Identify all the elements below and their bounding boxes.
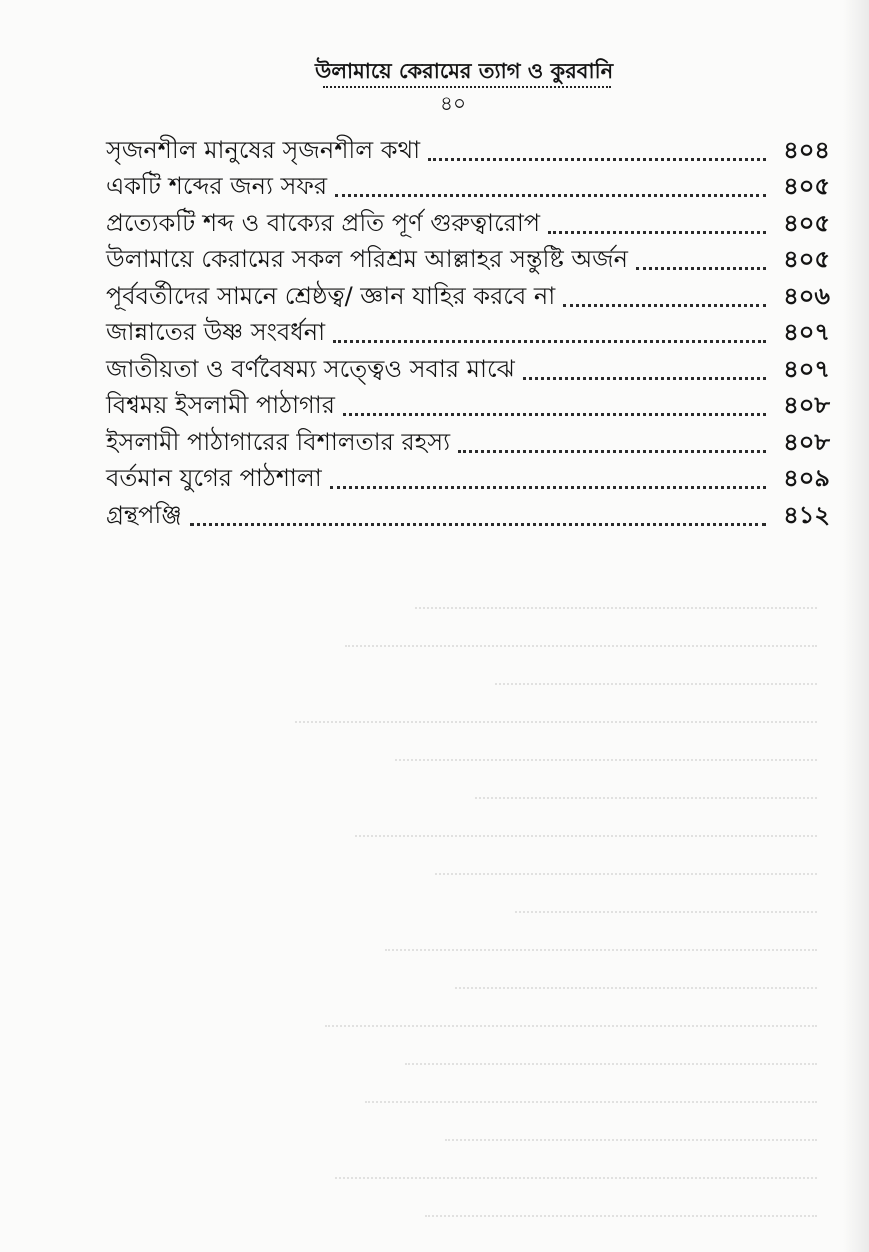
- toc-entry-title: বিশ্বময় ইসলামী পাঠাগার: [106, 391, 335, 419]
- toc-entry: [106, 203, 830, 240]
- toc-dot-leader: [428, 140, 766, 161]
- toc-entry-title: ইসলামী পাঠাগারের বিশালতার রহস্য: [106, 427, 451, 456]
- toc-entry: [106, 459, 830, 496]
- toc-dot-leader: [458, 432, 766, 453]
- toc-entry: [106, 167, 830, 204]
- toc-entry: [106, 349, 830, 386]
- toc-entry-title: একটি শব্দের জন্য সফর: [106, 172, 328, 200]
- toc-entry-page: ৪০৮: [783, 391, 830, 419]
- toc-entry-title: প্রত্যেকটি শব্দ ও বাক্যের প্রতি পূর্ণ গুরুত্বারোপ: [106, 208, 541, 237]
- toc-entry-page: ৪০৪: [783, 135, 830, 164]
- toc-entry: [106, 276, 830, 313]
- toc-dot-leader: [190, 505, 766, 526]
- toc-entry-title: পূর্ববর্তীদের সামনে শ্রেষ্ঠত্ব/ জ্ঞান যাহির করবে না: [106, 281, 556, 310]
- toc-entry: [106, 240, 830, 277]
- toc-entry-page: ৪০৫: [783, 172, 830, 200]
- toc-dot-leader: [548, 213, 766, 234]
- toc-dot-leader: [333, 322, 766, 343]
- toc-entry-page: ৪০৯: [783, 464, 830, 492]
- toc-entry-title: জাতীয়তা ও বর্ণবৈষম্য সত্ত্বেও সবার মাঝে: [106, 354, 515, 383]
- toc-entry-page: ৪০৫: [783, 208, 830, 237]
- running-head-book-title: উলামায়ে কেরামের ত্যাগ ও কুরবানি: [315, 59, 614, 83]
- toc-entry-page: ৪০৭: [783, 318, 830, 346]
- table-of-contents: [106, 130, 830, 532]
- toc-entry-title: গ্রন্থপঞ্জি: [106, 500, 182, 529]
- toc-entry-page: ৪০৮: [783, 427, 830, 456]
- toc-entry-title: সৃজনশীল মানুষের সৃজনশীল কথা: [106, 135, 421, 164]
- toc-dot-leader: [330, 468, 766, 489]
- toc-dot-leader: [636, 249, 766, 270]
- toc-entry-title: বর্তমান যুগের পাঠশালা: [106, 464, 322, 492]
- toc-dot-leader: [523, 359, 766, 380]
- toc-dot-leader: [335, 176, 766, 197]
- toc-entry-title: উলামায়ে কেরামের সকল পরিশ্রম আল্লাহর সন্তুষ্টি অর্জন: [106, 245, 628, 273]
- toc-entry-page: ৪১২: [783, 500, 830, 529]
- running-head-dotted-rule: [323, 86, 611, 88]
- reverse-side-bleed-through: [95, 585, 825, 1245]
- toc-entry-page: ৪০৬: [783, 281, 830, 310]
- toc-dot-leader: [343, 395, 766, 416]
- toc-dot-leader: [563, 286, 766, 307]
- toc-entry-title: জান্নাতের উষ্ণ সংবর্ধনা: [106, 318, 326, 346]
- toc-entry: [106, 130, 830, 167]
- toc-entry-page: ৪০৭: [783, 354, 830, 383]
- toc-entry: [106, 495, 830, 532]
- toc-entry-page: ৪০৫: [783, 245, 830, 273]
- toc-entry: [106, 386, 830, 423]
- toc-entry: [106, 313, 830, 350]
- page-edge-shadow: [843, 0, 869, 1252]
- page-number: ৪০: [440, 91, 466, 115]
- toc-entry: [106, 422, 830, 459]
